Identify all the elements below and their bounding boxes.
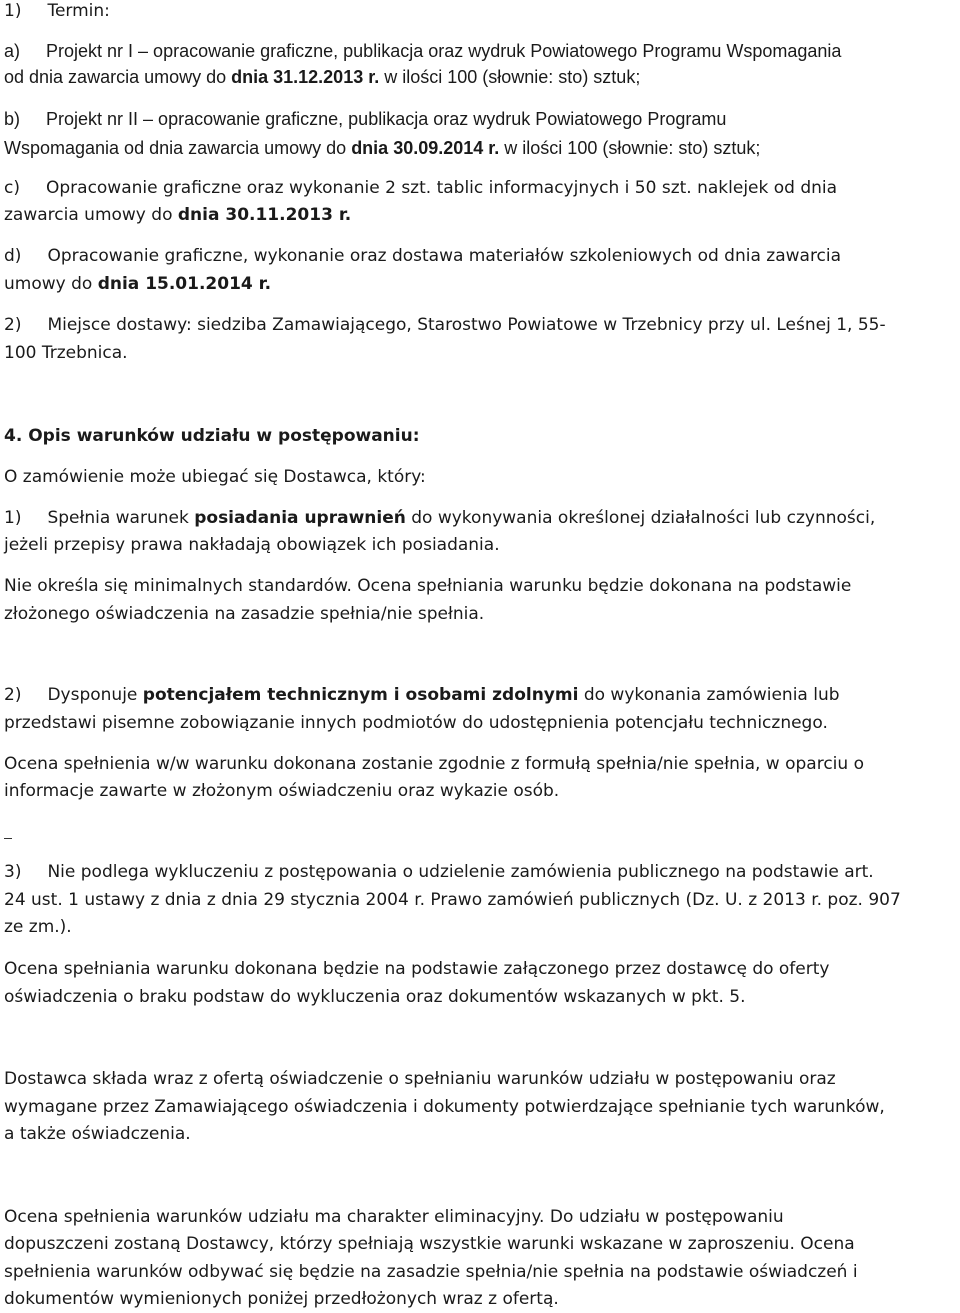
condition1-text1: Spełnia warunek (47, 508, 195, 528)
termin-c-line2 (4, 204, 351, 226)
para1-text2: wymagane przez Zamawiającego oświadczenia i dokumenty potwierdzające spełnianie tych warunków, (4, 1097, 885, 1117)
termin-a-date: dnia 31.12.2013 r. (231, 67, 380, 87)
condition2-note2 (4, 780, 559, 802)
termin-b-text1: Projekt nr II – opracowanie graficzne, publikacja oraz wydruk Powiatowego Programu (46, 109, 727, 129)
condition3-note2-text: oświadczenia o braku podstaw do wykluczenia oraz dokumentów wskazanych w pkt. 5. (4, 987, 746, 1007)
para2-text4: dokumentów wymienionych poniżej przedłożonych wraz z ofertą. (4, 1289, 559, 1309)
condition2-marker: 2) (4, 685, 22, 705)
termin-a-marker: a) (4, 41, 21, 61)
termin-number: 1) (4, 1, 22, 21)
condition2-note1 (4, 753, 864, 775)
condition3-text3: ze zm.). (4, 917, 72, 937)
condition1-note1 (4, 575, 851, 597)
section4-heading (4, 425, 420, 447)
termin-b-date: dnia 30.09.2014 r. (351, 138, 500, 158)
termin-b-line2 (4, 137, 760, 159)
condition3-text1: Nie podlega wykluczeniu z postępowania o udzielenie zamówienia publicznego na podstawie art. (47, 862, 874, 882)
termin-b-quantity: w ilości 100 (słownie: sto) sztuk; (499, 138, 761, 158)
para2-line1 (4, 1206, 784, 1228)
termin-d-line1 (4, 245, 841, 267)
para1-line1 (4, 1068, 836, 1090)
termin-d-text2: umowy do (4, 274, 98, 294)
miejsce-text1: Miejsce dostawy: siedziba Zamawiającego, Starostwo Powiatowe w Trzebnicy przy ul. Leśnej 1, 55- (47, 315, 886, 335)
condition3-line2 (4, 889, 901, 911)
condition2-note2-text: informacje zawarte w złożonym oświadczeniu oraz wykazie osób. (4, 781, 560, 801)
condition1-note2 (4, 603, 484, 625)
condition1-bold: posiadania uprawnień (194, 508, 406, 528)
termin-b-line1 (4, 108, 726, 130)
termin-a-line2 (4, 66, 640, 88)
termin-a-quantity: w ilości 100 (słownie: sto) sztuk; (379, 67, 641, 87)
termin-b-text2: Wspomagania od dnia zawarcia umowy do (4, 138, 352, 158)
para2-text2: dopuszczeni zostaną Dostawcy, którzy spełniają wszystkie warunki wskazane w zaproszeniu. Ocena (4, 1234, 855, 1254)
termin-c-marker: c) (4, 178, 20, 198)
para2-line3 (4, 1261, 858, 1283)
para1-text1: Dostawca składa wraz z ofertą oświadczenie o spełnianiu warunków udziału w postępowaniu oraz (4, 1069, 836, 1089)
termin-a-text2: od dnia zawarcia umowy do (4, 67, 232, 87)
termin-c-text1: Opracowanie graficzne oraz wykonanie 2 szt. tablic informacyjnych i 50 szt. naklejek od dnia (45, 178, 838, 198)
miejsce-line2 (4, 342, 128, 364)
condition3-note2 (4, 986, 745, 1008)
condition1-note2-text: złożonego oświadczenia na zasadzie spełnia/nie spełnia. (4, 604, 485, 624)
miejsce-line1 (4, 314, 886, 336)
para2-line4 (4, 1288, 559, 1310)
condition2-text1: Dysponuje (47, 685, 143, 705)
termin-b-marker: b) (4, 109, 21, 129)
termin-heading (4, 0, 110, 22)
condition2-bold: potencjałem technicznym i osobami zdolnymi (142, 685, 579, 705)
condition3-marker: 3) (4, 862, 22, 882)
condition2-note1-text: Ocena spełnienia w/w warunku dokonana zostanie zgodnie z formułą spełnia/nie spełnia, w oparciu o (4, 754, 864, 774)
condition3-line1 (4, 861, 874, 883)
termin-c-text2: zawarcia umowy do (4, 205, 178, 225)
condition2-text2: przedstawi pisemne zobowiązanie innych podmiotów do udostępnienia potencjału technicznego. (4, 713, 828, 733)
miejsce-text2: 100 Trzebnica. (4, 343, 128, 363)
condition2-line1 (4, 684, 840, 706)
condition3-text2: 24 ust. 1 ustawy z dnia z dnia 29 stycznia 2004 r. Prawo zamówień publicznych (Dz. U. z 2013 r. poz. 907 (4, 890, 901, 910)
termin-label: Termin: (47, 1, 110, 21)
para1-line2 (4, 1096, 885, 1118)
miejsce-marker: 2) (4, 315, 22, 335)
termin-d-line2 (4, 273, 271, 295)
condition2-text1-post: do wykonania zamówienia lub (578, 685, 840, 705)
condition1-text1-post: do wykonywania określonej działalności lub czynności, (405, 508, 876, 528)
termin-d-text1: Opracowanie graficzne, wykonanie oraz dostawa materiałów szkoleniowych od dnia zawarcia (47, 246, 842, 266)
condition1-line1 (4, 507, 875, 529)
condition3-line3 (4, 916, 72, 938)
condition1-note1-text: Nie określa się minimalnych standardów. Ocena spełniania warunku będzie dokonana na podstawie (4, 576, 852, 596)
termin-c-date: dnia 30.11.2013 r. (177, 205, 352, 225)
para2-text1: Ocena spełnienia warunków udziału ma charakter eliminacyjny. Do udziału w postępowaniu (4, 1207, 784, 1227)
termin-c-line1 (4, 177, 837, 199)
section4-heading-text: 4. Opis warunków udziału w postępowaniu: (4, 426, 420, 446)
termin-a-line1 (4, 40, 841, 62)
termin-a-text1: Projekt nr I – opracowanie graficzne, publikacja oraz wydruk Powiatowego Programu Wspomagania (46, 41, 842, 61)
termin-d-date: dnia 15.01.2014 r. (97, 274, 272, 294)
para2-line2 (4, 1233, 855, 1255)
section4-intro-text: O zamówienie może ubiegać się Dostawca, który: (4, 467, 426, 487)
section4-intro (4, 466, 426, 488)
condition1-line2 (4, 534, 500, 556)
para2-text3: spełnienia warunków odbywać się będzie na zasadzie spełnia/nie spełnia na podstawie oświadczeń i (4, 1262, 858, 1282)
condition3-note1 (4, 958, 829, 980)
condition3-note1-text: Ocena spełniania warunku dokonana będzie na podstawie załączonego przez dostawcę do oferty (4, 959, 830, 979)
para1-text3: a także oświadczenia. (4, 1124, 191, 1144)
condition1-marker: 1) (4, 508, 22, 528)
termin-d-marker: d) (4, 246, 22, 266)
dash-mark (4, 838, 12, 839)
para1-line3 (4, 1123, 191, 1145)
condition2-line2 (4, 712, 828, 734)
condition1-text2: jeżeli przepisy prawa nakładają obowiązek ich posiadania. (4, 535, 500, 555)
